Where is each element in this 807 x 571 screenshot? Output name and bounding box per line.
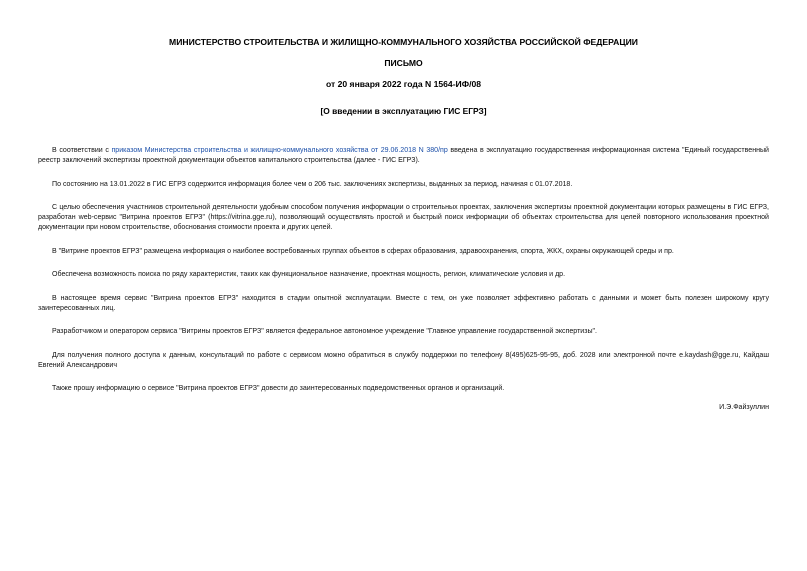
paragraph-1 — [38, 146, 769, 166]
paragraph-8: Для получения полного доступа к данным, консультаций по работе с сервисом можно обратиться в службу поддержки по телефону 8(495)625-95-95, доб. 2028 или электронной почте e.kaydash@gge.ru, Кайдаш Евгений Александрович — [38, 351, 769, 369]
paragraph-9: Также прошу информацию о сервисе "Витрина проектов ЕГРЗ" довести до заинтересованных подведомственных органов и организаций. — [52, 385, 505, 392]
ministry-title: МИНИСТЕРСТВО СТРОИТЕЛЬСТВА И ЖИЛИЩНО-КОММУНАЛЬНОГО ХОЗЯЙСТВА РОССИЙСКОЙ ФЕДЕРАЦИИ — [169, 37, 638, 47]
document-subject: [О введении в эксплуатацию ГИС ЕГРЗ] — [320, 106, 487, 116]
document-date-number: от 20 января 2022 года N 1564-ИФ/08 — [325, 79, 482, 89]
paragraph-1-end: введена в эксплуатацию государственная информационная система "Единый государственный реестр заключений экспертизы проектной документации объектов капитального строительства (далее - ГИС ЕГРЗ). — [38, 147, 769, 164]
paragraph-4: В "Витрине проектов ЕГРЗ" размещена информация о наиболее востребованных группах объектов в сферах образования, здравоохранения, спорта, ЖКХ, охраны окружающей среды и пр. — [52, 247, 674, 255]
paragraph-7: Разработчиком и оператором сервиса "Витрины проектов ЕГРЗ" является федеральное автономное учреждение "Главное управление государственной экспертизы". — [52, 328, 597, 335]
paragraph-2: По состоянию на 13.01.2022 в ГИС ЕГРЗ содержится информация более чем о 206 тыс. заключениях экспертизы, выданных за период, начиная с 01.07.2018. — [52, 180, 573, 188]
paragraph-6: В настоящее время сервис "Витрина проектов ЕГРЗ" находится в стадии опытной эксплуатации. Вместе с тем, он уже позволяет эффективно работать с данными и может быть полезен широкому кругу заинтересованных лиц. — [38, 294, 769, 312]
paragraph-3: С целью обеспечения участников строительной деятельности удобным способом получения информации о строительных проектах, заключения экспертизы проектной документации которых размещены в ГИС ЕГРЗ, разработан web-сервис "Витрина проектов ЕГРЗ" (https://vitrina.gge.ru), позволяющий осуществлять простой и быстрый поиск информации об объектах строительства для целей повторного использования проектной документации при новом строительстве, обоснования стоимости проекта и других целей. — [38, 204, 769, 231]
document-type: ПИСЬМО — [384, 58, 423, 68]
order-link[interactable]: приказом Министерства строительства и жилищно-коммунального хозяйства от 29.06.2018 N 380/пр — [111, 147, 448, 154]
paragraph-5: Обеспечена возможность поиска по ряду характеристик, таких как функциональное назначение, проектная мощность, регион, климатические условия и др. — [52, 271, 566, 278]
paragraph-1-start: В соответствии с — [52, 147, 112, 154]
document-body — [38, 146, 769, 408]
signature: И.Э.Файзуллин — [719, 404, 769, 411]
